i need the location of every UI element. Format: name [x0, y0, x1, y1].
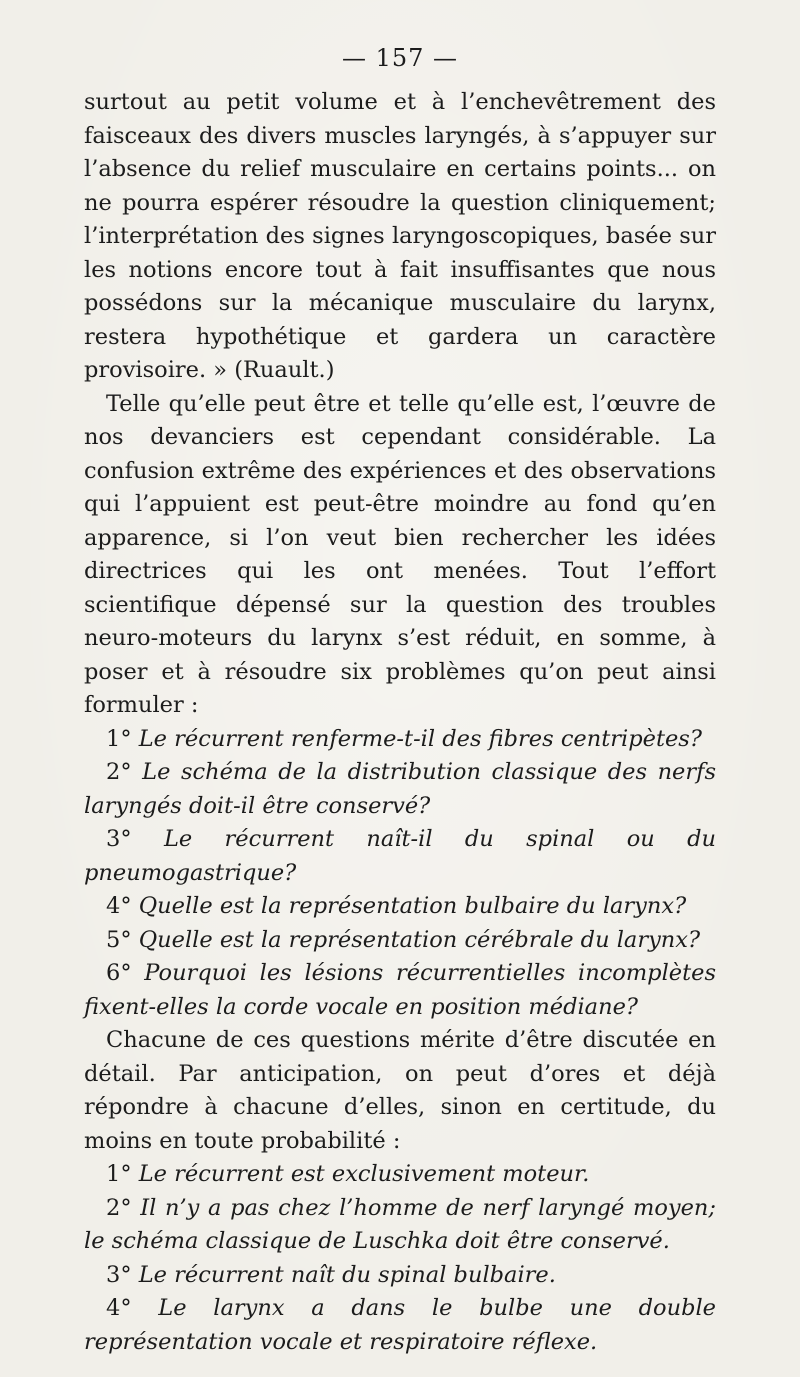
item-number: 1°: [106, 725, 132, 752]
item-number: 2°: [106, 759, 132, 785]
item-text: Le récurrent renferme-t-il des fibres centripètes?: [138, 725, 702, 752]
item-text: Le récurrent naît-il du spinal ou du pneumogastrique?: [84, 826, 717, 886]
item-number: 4°: [106, 1295, 132, 1321]
item-text: Le larynx a dans le bulbe une double représentation vocale et respiratoire réflexe.: [84, 1295, 716, 1355]
item-text: Quelle est la représentation cérébrale du larynx?: [138, 926, 701, 953]
item-text: Le récurrent naît du spinal bulbaire.: [138, 1261, 556, 1288]
item-text: Le schéma de la distribution classique des nerfs laryngés doit-il être conservé?: [84, 759, 717, 819]
item-text: Quelle est la représentation bulbaire du larynx?: [138, 893, 687, 919]
answer-item: [84, 1259, 716, 1293]
item-text: Il n’y a pas chez l’homme de nerf laryngé moyen; le schéma classique de Luschka doit être conservé.: [84, 1194, 716, 1254]
page-number: — 157 —: [341, 44, 459, 72]
question-item: [84, 723, 716, 757]
paragraph: Telle qu’elle peut être et telle qu’elle est, l’œuvre de nos devanciers est cependant considérable. La confusion extrême des expériences et des observations qui l’appuient est peut-être moindre au fond qu’en apparence, si l’on veut bien rechercher les idées directrices qui les ont menées. Tout l’effort scientifique dépensé sur la question des troubles neuro-moteurs du larynx s’est réduit, en somme, à poser et à résoudre six problèmes qu’on peut ainsi formuler :: [84, 390, 716, 718]
item-text: Le récurrent est exclusivement moteur.: [138, 1161, 590, 1187]
question-item: [84, 924, 716, 958]
page-body: [84, 86, 716, 1359]
answer-item: [84, 1192, 716, 1259]
item-number: 2°: [106, 1194, 132, 1221]
item-number: 4°: [106, 893, 132, 919]
paragraph: surtout au petit volume et à l’enchevêtrement des faisceaux des divers muscles laryngés, à s’appuyer sur l’absence du relief musculaire en certains points... on ne pourra espérer résoudre la question cliniquement; l’interprétation des signes laryngoscopiques, basée sur les notions encore tout à fait insuffisantes que nous possédons sur la mécanique musculaire du larynx, restera hypothétique et gardera un caractère provisoire. » (Ruault.): [84, 89, 716, 383]
paragraph: Chacune de ces questions mérite d’être discutée en détail. Par anticipation, on peut d’ores et déjà répondre à chacune d’elles, sinon en certitude, du moins en toute probabilité :: [84, 1027, 716, 1154]
item-number: 3°: [106, 1261, 132, 1288]
question-item: [84, 890, 716, 924]
answer-item: [84, 1158, 716, 1192]
item-number: 1°: [106, 1161, 132, 1187]
question-item: [84, 823, 716, 890]
item-number: 3°: [106, 826, 132, 852]
item-text: Pourquoi les lésions récurrentielles incomplètes fixent-elles la corde vocale en position médiane?: [84, 960, 716, 1020]
item-number: 6°: [106, 960, 132, 986]
item-number: 5°: [106, 926, 132, 953]
question-item: [84, 957, 716, 1024]
question-item: [84, 756, 716, 823]
answer-item: [84, 1292, 716, 1359]
